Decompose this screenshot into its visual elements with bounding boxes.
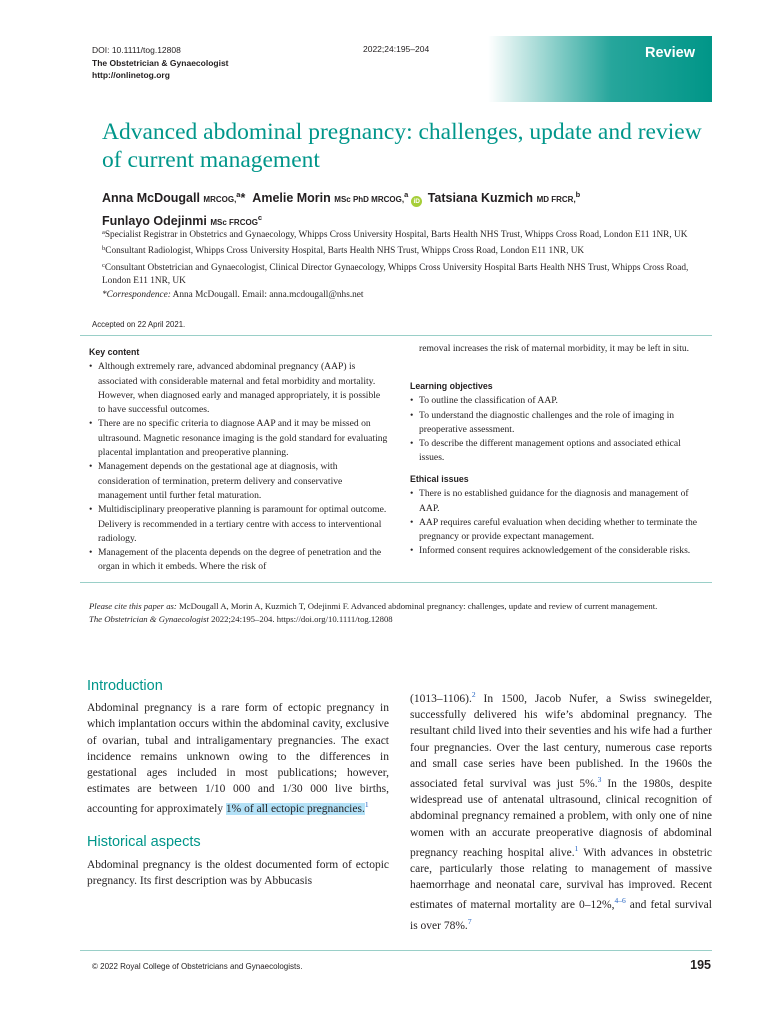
journal-header: [92, 44, 229, 82]
list-item: • There are no specific criteria to diagnose AAP and it may be missed on ultrasound. Magnetic resonance imaging is the gold standard for evaluating placental implantation and preoperative planning.: [89, 417, 389, 460]
list-item: • Although extremely rare, advanced abdominal pregnancy (AAP) is associated with considerable maternal and fetal morbidity and mortality. However, when diagnosed early and managed appropriately, it is possible to have successful outcomes.: [89, 360, 389, 417]
citation: Please cite this paper as: McDougall A, Morin A, Kuzmich T, Odejinmi F. Advanced abdominal pregnancy: challenges, update and review of current management. The Obstetrician & Gynaecologist 2022;24:195–204. https://doi.org/10.1111/tog.12808: [89, 601, 658, 624]
body-right-column: [410, 687, 712, 934]
affiliation: $^c$Consultant Obstetrician and Gynaecologist, Clinical Director Gynaecology, Whipps Cross University Hospital Barts Health NHS Trust, Whipps Cross Road, London E11 1NR, UK: [102, 261, 689, 287]
list-item: • Management of the placenta depends on the degree of penetration and the organ in which it embeds. Where the risk of: [89, 546, 389, 575]
divider: [80, 950, 712, 951]
reference-link[interactable]: 1: [574, 843, 579, 853]
reference-link[interactable]: 4–6: [614, 896, 626, 906]
list-item: • Multidisciplinary preoperative planning is paramount for optimal outcome. Delivery is recommended in a tertiary centre with access to interventional radiology.: [89, 503, 389, 546]
key-content-continuation: [410, 342, 706, 356]
key-content-box: [89, 345, 389, 575]
reference-link[interactable]: 7: [467, 916, 472, 926]
key-content-heading: Key content: [89, 347, 140, 357]
learning-objectives-box: [410, 379, 706, 466]
historical-paragraph: Abdominal pregnancy is the oldest documented form of ectopic pregnancy. Its first description was by Abbucasis: [87, 858, 389, 888]
learning-objectives-heading: Learning objectives: [410, 381, 493, 391]
doi: DOI: 10.1111/tog.12808: [92, 45, 181, 55]
highlighted-text[interactable]: 1% of all ectopic pregnancies.: [225, 803, 365, 816]
list-item: • To outline the classification of AAP.: [410, 394, 706, 408]
list-item: • Informed consent requires acknowledgement of the considerable risks.: [410, 544, 706, 558]
section-label: Review: [645, 45, 695, 61]
author: Funlayo Odejinmi MSc FRCOG$^c$: [102, 213, 263, 228]
author: Anna McDougall MRCOG,$^a$*: [102, 190, 246, 205]
reference-link[interactable]: 1: [364, 800, 369, 810]
ethical-issues-heading: Ethical issues: [410, 474, 469, 484]
author: Tatsiana Kuzmich MD FRCR,$^b$: [427, 190, 581, 205]
list-item: • To understand the diagnostic challenges and the role of imaging in preoperative assessment.: [410, 409, 706, 438]
section-banner: [488, 36, 712, 102]
citation-journal: The Obstetrician & Gynaecologist: [89, 614, 209, 624]
reference-link[interactable]: 3: [597, 775, 602, 785]
journal-name: The Obstetrician & Gynaecologist: [92, 57, 229, 68]
copyright: © 2022 Royal College of Obstetricians and Gynaecologists.: [92, 962, 303, 971]
correspondence: *Correspondence: Anna McDougall. Email: anna.mcdougall@nhs.net: [102, 289, 364, 300]
page-number: 195: [690, 958, 711, 972]
reference-link[interactable]: 2: [471, 690, 476, 699]
introduction-heading: Introduction: [87, 678, 163, 694]
list-item: • There is no established guidance for the diagnosis and management of AAP.: [410, 487, 706, 516]
ethical-issues-box: [410, 472, 706, 559]
accepted-date: Accepted on 22 April 2021.: [92, 320, 186, 329]
affiliations: [102, 226, 714, 302]
divider: [80, 335, 712, 336]
list-item: • AAP requires careful evaluation when deciding whether to terminate the pregnancy or provide expectant management.: [410, 516, 706, 545]
list-item: • Management depends on the gestational age at diagnosis, with consideration of termination, preterm delivery and conservative management until further fetal maturation.: [89, 460, 389, 503]
divider: [80, 582, 712, 583]
historical-paragraph-continued: (1013–1106).$^2$ In 1500, Jacob Nufer, a Swiss swinegelder, successfully delivered his wife’s abdominal pregnancy. The resultant child lived into their seventies and his wife had a further four pregnancies. Over the last century, numerous case reports and small case series have been published. In the 1960s the associated fetal survival was just 5%.$^3$ In the 1980s, despite widespread use of antenatal ultrasound, clinical recognition of abdominal pregnancy remained a problem, with only one of nine women with an accurate preoperative diagnosis of abdominal pregnancy reaching hospital alive.$^1$ With advances in obstetric care, particularly those relating to management of massive haemorrhage and neonatal care, survival has improved. Recent estimates of maternal mortality are 0–12%,$^{4-6}$ and fetal survival is over 78%.$^7$: [410, 690, 712, 932]
introduction-paragraph: Abdominal pregnancy is a rare form of ectopic pregnancy in which implantation occurs within the abdominal cavity, exclusive of ovarian, tubal and intraligamentary pregnancies. The exact incidence remains unknown owing to the differences in gestational ages included in most publications; however, estimates are between 1/10 000 and 1/30 000 live births, accounting for approximately 1% of all ectopic pregnancies.$^1$: [87, 702, 390, 816]
volume-pages: 2022;24:195–204: [363, 44, 430, 54]
affiliation: $^b$Consultant Radiologist, Whipps Cross University Hospital, Barts Health NHS Trust, Whipps Cross Road, London E11 1NR, UK: [102, 245, 585, 257]
journal-url[interactable]: http://onlinetog.org: [92, 70, 170, 80]
article-title: Advanced abdominal pregnancy: challenges, update and review of current management: [102, 119, 702, 173]
author: Amelie Morin MSc PhD MRCOG,$^a$iD: [252, 191, 424, 205]
citation-label: Please cite this paper as:: [89, 601, 177, 611]
affiliation: $^a$Specialist Registrar in Obstetrics and Gynaecology, Whipps Cross University Hospital, Barts Health NHS Trust, Whipps Cross Road, London E11 1NR, UK: [102, 229, 688, 240]
historical-heading: Historical aspects: [87, 833, 201, 850]
body-left-column: [87, 678, 389, 889]
orcid-icon[interactable]: iD: [411, 196, 422, 207]
list-item: • To describe the different management options and associated ethical issues.: [410, 437, 706, 466]
citation-doi[interactable]: 2022;24:195–204. https://doi.org/10.1111/tog.12808: [208, 614, 393, 624]
list-item-continued: removal increases the risk of maternal morbidity, it may be left in situ.: [419, 343, 690, 354]
